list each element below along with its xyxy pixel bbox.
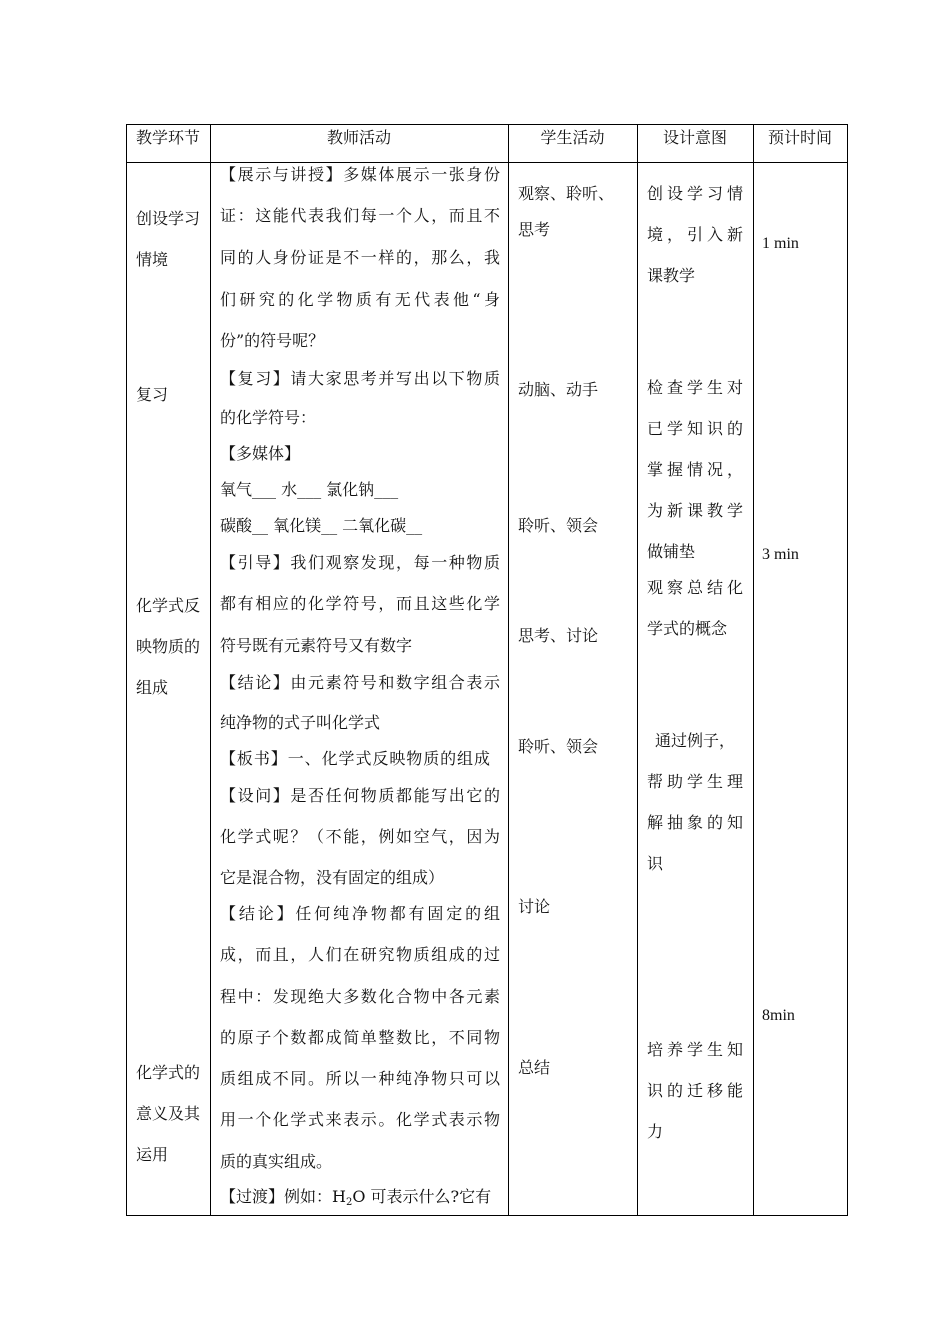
table-border-top [126,124,848,125]
teacher-line: 同的人身份证是不一样的，那么，我 [220,248,500,267]
formula-subscript: 2 [345,1197,353,1208]
header-stage: 教学环节 [135,128,200,147]
teacher-line: 证：这能代表我们每一个人，而且不 [220,206,500,225]
teacher-line: 程中：发现绝大多数化合物中各元素 [220,987,500,1006]
teacher-line-formula [220,1187,491,1213]
design-line: 力 [647,1122,664,1141]
formula-suffix: O 可表示什么?它有 [352,1187,492,1206]
teacher-line: 化学式呢？（不能，例如空气，因为 [220,827,500,846]
formula-prefix: 【过渡】例如：H [220,1187,346,1206]
stage-line: 复习 [136,385,169,404]
design-line: 掌握情况， [647,460,743,479]
teacher-line: 【展示与讲授】多媒体展示一张身份 [220,165,500,184]
student-activity: 观察、聆听、 [518,184,615,203]
teacher-line: 碳酸__ 氧化镁__ 二氧化碳__ [220,516,423,535]
time-estimate: 8min [762,1007,795,1024]
teacher-line: 【复习】请大家思考并写出以下物质 [220,369,500,388]
design-line: 创设学习情 [647,184,743,203]
stage-line: 意义及其 [136,1104,201,1123]
student-activity: 聆听、领会 [518,516,599,535]
student-activity: 思考 [518,220,551,239]
teacher-line: 纯净物的式子叫化学式 [220,713,381,732]
stage-line: 创设学习 [136,209,201,228]
stage-line: 运用 [136,1145,169,1164]
header-teacher: 教师活动 [326,128,391,147]
design-line: 解抽象的知 [647,813,743,832]
time-estimate: 3 min [762,546,799,563]
design-line: 境，引入新 [647,225,743,244]
teacher-line: 【引导】我们观察发现，每一种物质 [220,553,500,572]
teacher-line: 【多媒体】 [220,444,301,463]
design-line: 课教学 [647,266,696,285]
stage-line: 化学式反 [136,596,201,615]
table-border-left [126,124,127,1216]
header-student: 学生活动 [540,128,605,147]
teacher-line: 们研究的化学物质有无代表他“身 [220,290,500,309]
teacher-line: 质组成不同。所以一种纯净物只可以 [220,1069,500,1088]
column-divider-1 [210,124,211,1216]
student-activity: 讨论 [518,897,551,916]
table-border-right [847,124,848,1216]
teacher-line: 符号既有元素符号又有数字 [220,636,413,655]
teacher-line: 它是混合物，没有固定的组成） [220,868,445,887]
design-line: 通过例子， [655,731,736,750]
design-line: 学式的概念 [647,619,728,638]
design-line: 识 [647,854,664,873]
student-activity: 总结 [518,1058,551,1077]
student-activity: 动脑、动手 [518,380,599,399]
design-line: 检查学生对 [647,378,743,397]
stage-line: 化学式的 [136,1063,201,1082]
teacher-line: 成，而且，人们在研究物质组成的过 [220,945,500,964]
stage-line: 组成 [136,678,169,697]
teacher-line: 份”的符号呢？ [220,331,325,350]
teacher-line: 的原子个数都成简单整数比，不同物 [220,1028,500,1047]
stage-line: 情境 [136,250,169,269]
column-divider-3 [637,124,638,1216]
teacher-line: 【板书】一、化学式反映物质的组成 [220,749,490,768]
student-activity: 思考、讨论 [518,626,599,645]
design-line: 已学知识的 [647,419,743,438]
column-divider-2 [508,124,509,1216]
design-line: 观察总结化 [647,578,743,597]
teacher-line: 质的真实组成。 [220,1152,333,1171]
teacher-line: 【结论】由元素符号和数字组合表示 [220,673,500,692]
column-divider-4 [753,124,754,1216]
teacher-line: 用一个化学式来表示。化学式表示物 [220,1110,500,1129]
teacher-line: 都有相应的化学符号，而且这些化学 [220,594,500,613]
table-border-bottom [126,1215,848,1216]
header-time: 预计时间 [767,128,832,147]
teacher-line: 氧气___ 水___ 氯化钠___ [220,480,399,499]
teacher-line: 的化学符号： [220,408,317,427]
time-estimate: 1 min [762,235,799,252]
design-line: 识的迁移能 [647,1081,743,1100]
design-line: 做铺垫 [647,542,696,561]
student-activity: 聆听、领会 [518,737,599,756]
teacher-line: 【结论】任何纯净物都有固定的组 [220,904,500,923]
teacher-line: 【设问】是否任何物质都能写出它的 [220,786,500,805]
stage-line: 映物质的 [136,637,201,656]
design-line: 帮助学生理 [647,772,743,791]
header-separator [126,162,848,163]
design-line: 为新课教学 [647,501,743,520]
design-line: 培养学生知 [647,1040,743,1059]
header-design: 设计意图 [662,128,727,147]
